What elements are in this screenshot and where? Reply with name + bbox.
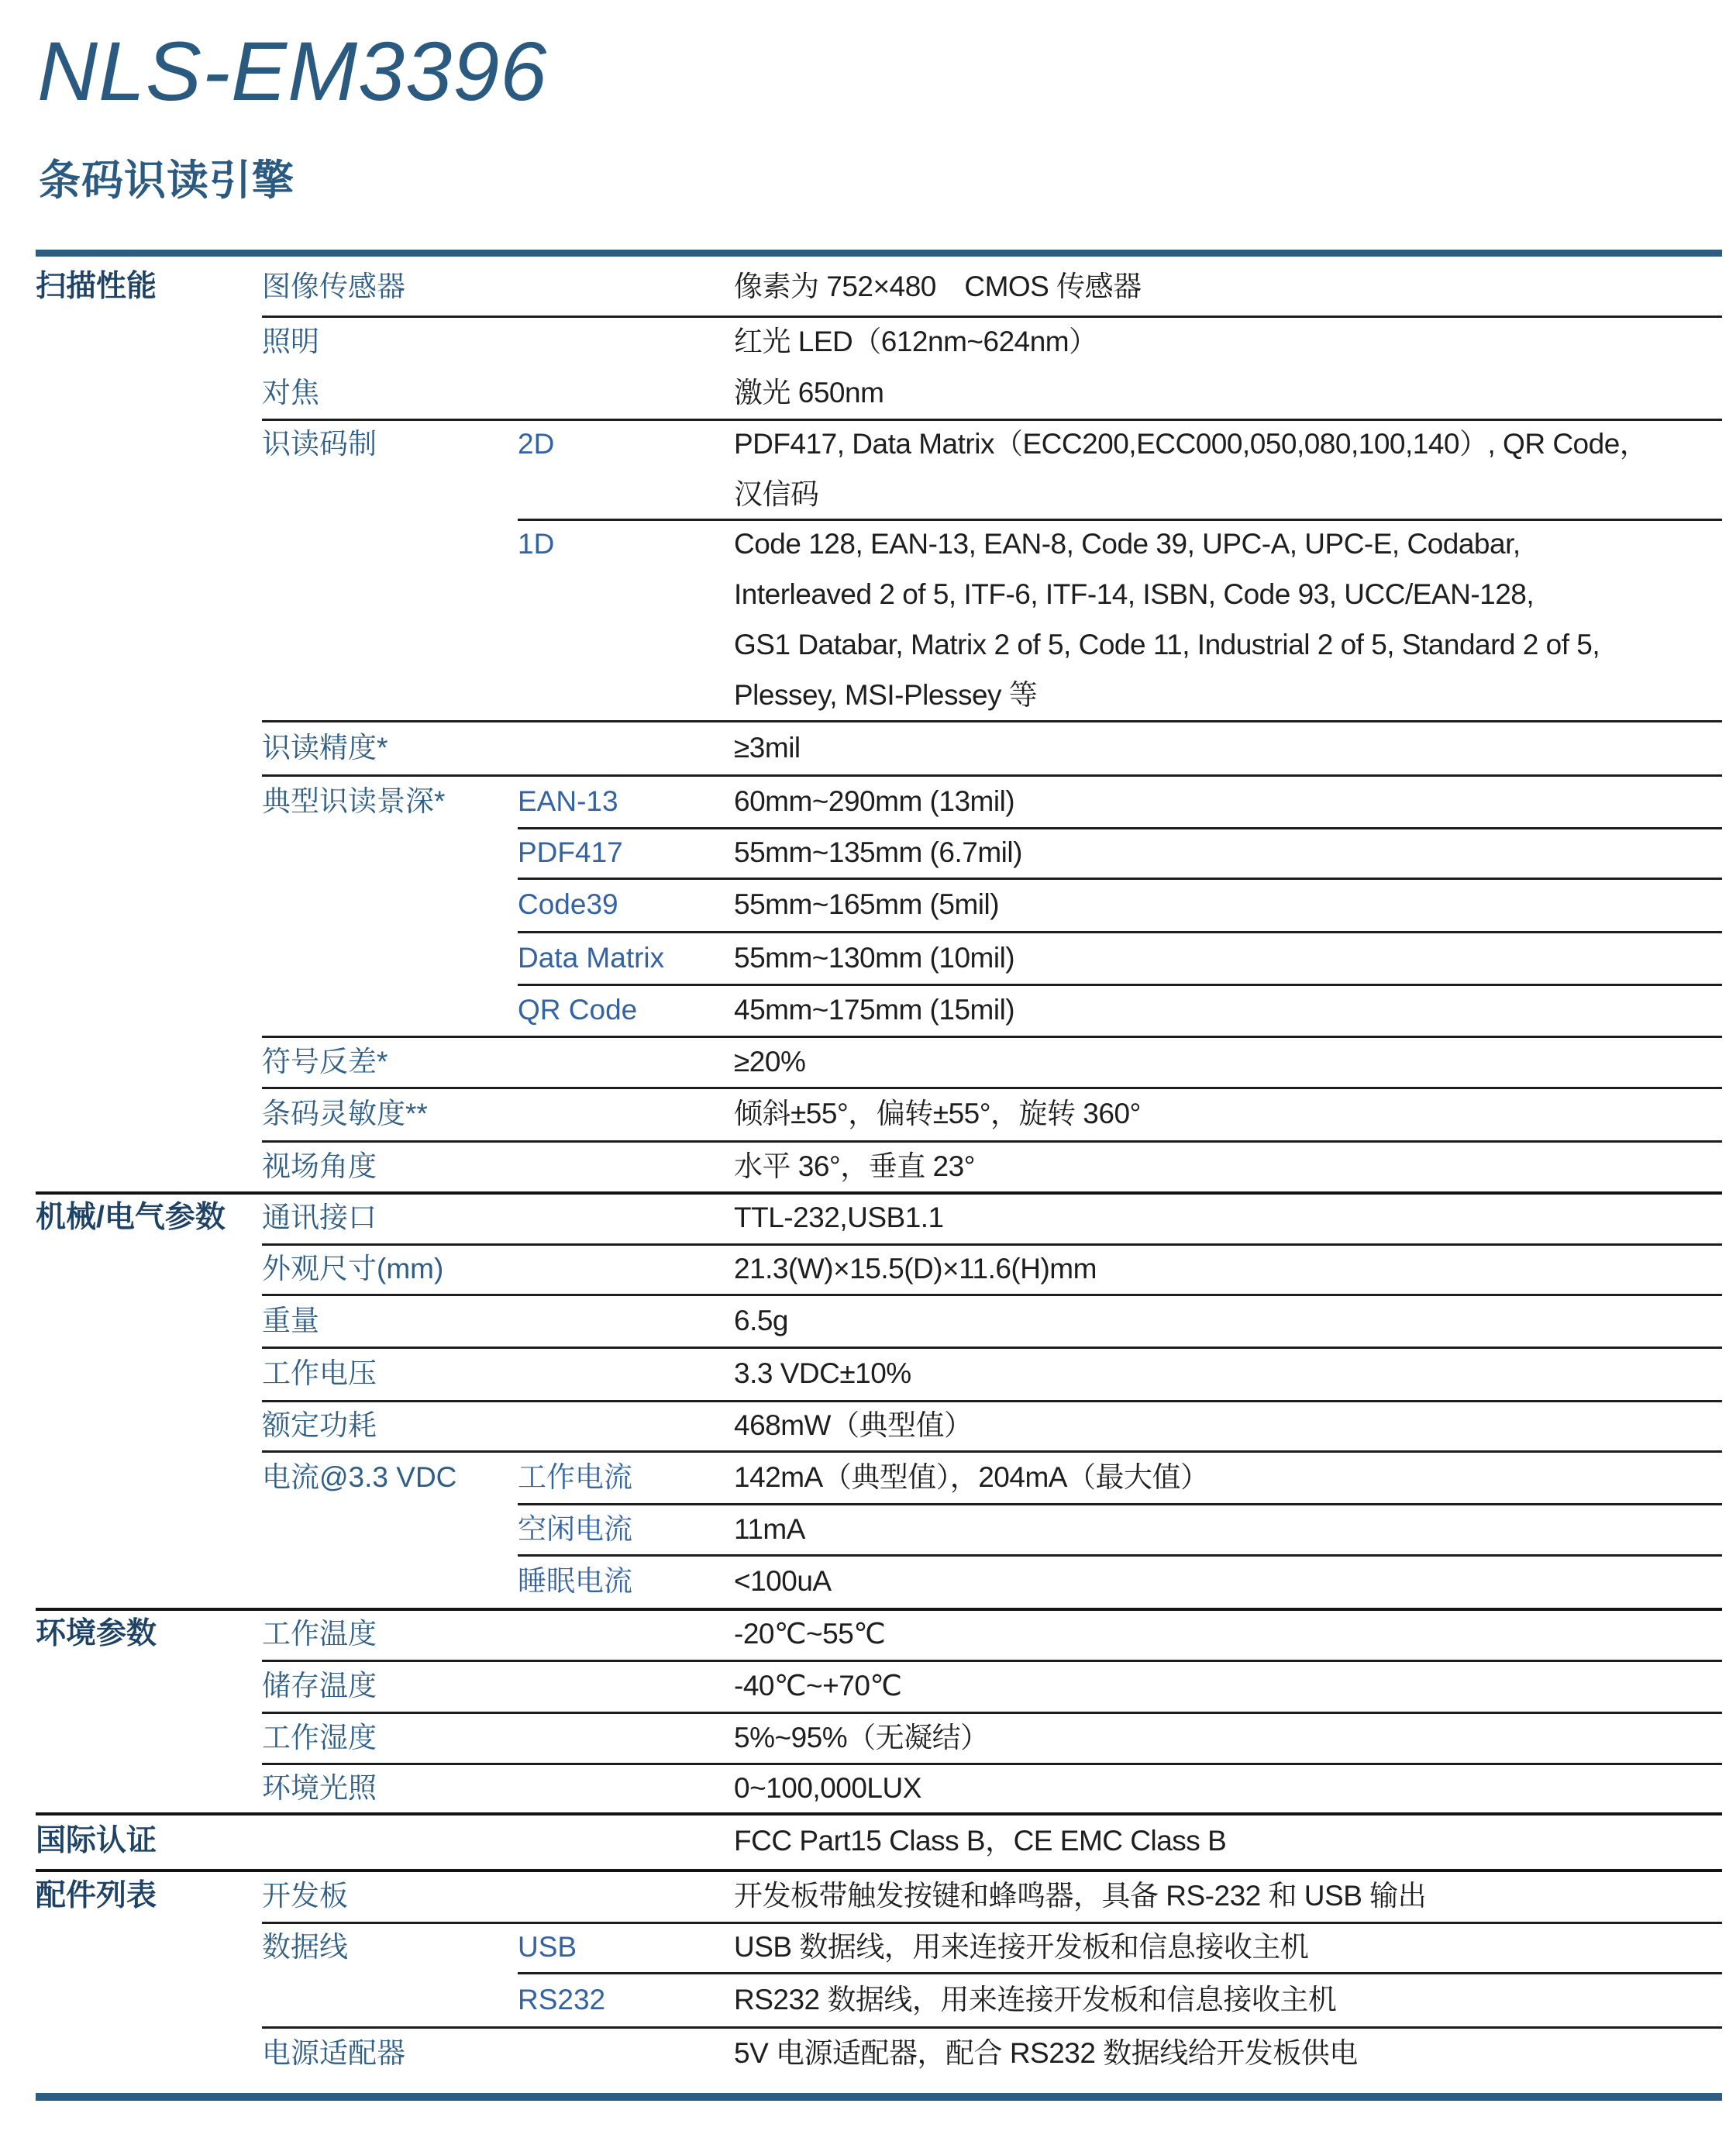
sub-label: [518, 1660, 734, 1712]
row-divider: [262, 316, 1722, 318]
row-label: [262, 1554, 518, 1608]
row-divider: [262, 1450, 1722, 1453]
value-line: -20℃~55℃: [734, 1618, 886, 1650]
row-divider: [262, 419, 1722, 421]
value-cell: [734, 878, 1722, 931]
section-label: [36, 1450, 262, 1503]
sub-label: [518, 1812, 734, 1869]
sub-label: Code39: [518, 888, 618, 920]
value-cell: [734, 1922, 1722, 1972]
row-divider: [518, 1972, 1722, 1974]
value-line: 5%~95%（无凝结）: [734, 1721, 989, 1753]
row-label: [262, 1812, 518, 1869]
sub-label: [518, 367, 734, 419]
row-label: 典型识读景深*: [262, 784, 446, 817]
row-divider: [36, 1608, 1722, 1611]
row-divider: [262, 1036, 1722, 1038]
section-label: [36, 984, 262, 1036]
row-divider: [262, 1763, 1722, 1765]
sub-label: [518, 1869, 734, 1922]
row-label: 工作温度: [262, 1618, 377, 1650]
value-cell: [734, 367, 1722, 419]
value-line: 0~100,000LUX: [734, 1772, 921, 1804]
row-label: [262, 984, 518, 1036]
value-line: 55mm~165mm (5mil): [734, 888, 1000, 920]
row-divider: [262, 1400, 1722, 1402]
section-label: 配件列表: [36, 1878, 157, 1912]
section-label: [36, 1660, 262, 1712]
spec-row: [36, 1660, 1722, 1712]
section-label: [36, 1400, 262, 1450]
value-line: Interleaved 2 of 5, ITF-6, ITF-14, ISBN, Code 93, UCC/EAN-128,: [734, 578, 1534, 610]
section-label: [36, 1294, 262, 1347]
section-label: 机械/电气参数: [36, 1201, 226, 1234]
row-divider: [518, 878, 1722, 880]
spec-row: [36, 419, 1722, 519]
spec-row: [36, 774, 1722, 827]
sub-label: 睡眠电流: [518, 1565, 632, 1597]
row-divider: [518, 1554, 1722, 1557]
spec-row: [36, 1400, 1722, 1450]
spec-row: [36, 1763, 1722, 1812]
row-label: [262, 1503, 518, 1554]
row-label: 视场角度: [262, 1150, 377, 1182]
sub-label: PDF417: [518, 836, 623, 868]
row-divider: [262, 1243, 1722, 1246]
sub-label: [518, 1400, 734, 1450]
value-line: ≥3mil: [734, 731, 801, 764]
sub-label: [518, 1087, 734, 1140]
row-label: [262, 1972, 518, 2026]
row-divider: [262, 720, 1722, 722]
value-line: Plessey, MSI-Plessey 等: [734, 679, 1038, 711]
section-label: [36, 1763, 262, 1813]
row-divider: [262, 1294, 1722, 1296]
sub-label: [518, 1712, 734, 1763]
spec-row: [36, 1243, 1722, 1294]
spec-row: [36, 2026, 1722, 2079]
value-line: 5V 电源适配器，配合 RS232 数据线给开发板供电: [734, 2036, 1358, 2069]
spec-row: [36, 1608, 1722, 1660]
row-divider: [36, 1869, 1722, 1872]
sub-label: [518, 2026, 734, 2079]
sub-label: [518, 1294, 734, 1347]
row-divider: [262, 1712, 1722, 1714]
section-label: 国际认证: [36, 1824, 157, 1857]
sub-label: Data Matrix: [518, 941, 665, 974]
spec-row: [36, 1140, 1722, 1191]
value-cell: [734, 1243, 1722, 1294]
row-label: 条码灵敏度**: [262, 1098, 428, 1129]
spec-row: [36, 1712, 1722, 1763]
value-line: 倾斜±55°，偏转±55°，旋转 360°: [734, 1098, 1141, 1129]
row-divider: [262, 1922, 1722, 1924]
top-rule: [36, 250, 1722, 257]
spec-row: [36, 931, 1722, 984]
spec-row: [36, 1503, 1722, 1554]
value-cell: [734, 827, 1722, 878]
row-divider: [262, 1347, 1722, 1349]
row-divider: [262, 2026, 1722, 2029]
product-subtitle: 条码识读引擎: [39, 157, 294, 204]
spec-row: [36, 257, 1722, 316]
section-label: [36, 1972, 262, 2026]
value-cell: [734, 2026, 1722, 2079]
row-divider: [36, 1812, 1722, 1815]
spec-row: [36, 519, 1722, 720]
sub-label: [518, 720, 734, 774]
row-divider: [262, 1140, 1722, 1143]
spec-row: [36, 720, 1722, 774]
section-label: 环境参数: [36, 1617, 157, 1650]
value-cell: [734, 1972, 1722, 2026]
row-label: 照明: [262, 325, 319, 357]
value-line: RS232 数据线，用来连接开发板和信息接收主机: [734, 1983, 1337, 2015]
value-line: 468mW（典型值）: [734, 1409, 973, 1441]
value-cell: [734, 1812, 1722, 1869]
row-label: 额定功耗: [262, 1409, 377, 1441]
section-label: [36, 1712, 262, 1763]
value-line: PDF417, Data Matrix（ECC200,ECC000,050,080,100,140）, QR Code，: [734, 428, 1648, 460]
spec-row: [36, 1347, 1722, 1400]
section-label: [36, 827, 262, 878]
row-label: [262, 519, 518, 720]
row-label: 数据线: [262, 1931, 348, 1963]
sub-label: 空闲电流: [518, 1512, 632, 1545]
row-label: 开发板: [262, 1879, 348, 1912]
section-label: [36, 519, 262, 720]
row-label: 图像传感器: [262, 270, 405, 302]
section-label: [36, 367, 262, 419]
value-cell: [734, 1347, 1722, 1400]
value-cell: [734, 984, 1722, 1036]
sub-label: USB: [518, 1931, 577, 1963]
spec-row: [36, 1036, 1722, 1087]
row-label: [262, 827, 518, 878]
sub-label: RS232: [518, 1983, 606, 2015]
value-cell: [734, 1763, 1722, 1813]
row-label: 工作电压: [262, 1357, 377, 1389]
section-label: [36, 1503, 262, 1554]
sub-label: 2D: [518, 428, 555, 460]
row-label: 外观尺寸(mm): [262, 1253, 444, 1284]
value-line: 像素为 752×480 CMOS 传感器: [734, 270, 1142, 302]
spec-table: [36, 257, 1722, 2079]
spec-row: [36, 1972, 1722, 2026]
value-line: 142mA（典型值），204mA（最大值）: [734, 1460, 1209, 1493]
row-label: 对焦: [262, 377, 319, 409]
value-line: GS1 Databar, Matrix 2 of 5, Code 11, Industrial 2 of 5, Standard 2 of 5,: [734, 629, 1600, 660]
sub-label: QR Code: [518, 994, 638, 1026]
value-cell: [734, 1608, 1722, 1660]
sub-label: [518, 1036, 734, 1087]
section-label: [36, 2026, 262, 2079]
section-label: [36, 1243, 262, 1294]
value-line: 红光 LED（612nm~624nm）: [734, 325, 1097, 357]
spec-row: [36, 878, 1722, 931]
value-cell: [734, 720, 1722, 774]
row-label: 电流@3.3 VDC: [262, 1460, 457, 1493]
value-cell: [734, 1087, 1722, 1140]
sub-label: [518, 1140, 734, 1191]
value-line: FCC Part15 Class B，CE EMC Class B: [734, 1825, 1227, 1857]
section-label: [36, 1036, 262, 1087]
sub-label: [518, 1191, 734, 1243]
row-label: 环境光照: [262, 1772, 377, 1804]
value-line: 60mm~290mm (13mil): [734, 784, 1015, 817]
row-label: 储存温度: [262, 1670, 377, 1702]
value-line: 45mm~175mm (15mil): [734, 994, 1015, 1026]
row-divider: [518, 519, 1722, 521]
section-label: [36, 1140, 262, 1191]
section-label: [36, 316, 262, 367]
value-cell: [734, 1554, 1722, 1608]
value-line: 55mm~130mm (10mil): [734, 941, 1015, 974]
row-divider: [262, 1087, 1722, 1089]
value-line: <100uA: [734, 1565, 832, 1597]
sub-label: [518, 1243, 734, 1294]
section-label: [36, 419, 262, 519]
value-cell: [734, 1869, 1722, 1922]
value-cell: [734, 1191, 1722, 1243]
row-label: 电源适配器: [262, 2036, 405, 2069]
section-label: [36, 1922, 262, 1972]
row-label: [262, 878, 518, 931]
row-label: 工作湿度: [262, 1721, 377, 1753]
section-label: [36, 1347, 262, 1400]
row-divider: [518, 1503, 1722, 1505]
spec-row: [36, 1922, 1722, 1972]
sub-label: 1D: [518, 528, 555, 560]
value-cell: [734, 931, 1722, 984]
row-divider: [262, 1660, 1722, 1662]
value-line: 水平 36°，垂直 23°: [734, 1150, 975, 1182]
value-line: USB 数据线，用来连接开发板和信息接收主机: [734, 1931, 1309, 1963]
spec-row: [36, 316, 1722, 367]
section-label: [36, 1554, 262, 1608]
section-label: 扫描性能: [36, 269, 157, 303]
value-line: 55mm~135mm (6.7mil): [734, 836, 1022, 868]
spec-row: [36, 827, 1722, 878]
bottom-rule: [36, 2093, 1722, 2101]
sub-label: [518, 316, 734, 367]
section-label: [36, 878, 262, 931]
value-cell: [734, 1503, 1722, 1554]
row-label: 识读码制: [262, 428, 377, 460]
spec-row: [36, 1869, 1722, 1922]
value-line: TTL-232,USB1.1: [734, 1202, 944, 1233]
value-line: Code 128, EAN-13, EAN-8, Code 39, UPC-A, UPC-E, Codabar,: [734, 528, 1521, 560]
value-cell: [734, 774, 1722, 827]
spec-row: [36, 1087, 1722, 1140]
value-line: 3.3 VDC±10%: [734, 1357, 911, 1389]
value-line: 激光 650nm: [734, 377, 884, 409]
row-label: 符号反差*: [262, 1045, 388, 1078]
value-cell: [734, 1140, 1722, 1191]
row-label: 通讯接口: [262, 1202, 377, 1233]
value-line: ≥20%: [734, 1045, 806, 1078]
sub-label: [518, 257, 734, 316]
spec-row: [36, 1191, 1722, 1243]
value-cell: [734, 419, 1722, 519]
spec-row: [36, 1554, 1722, 1608]
row-divider: [518, 984, 1722, 986]
value-line: 开发板带触发按键和蜂鸣器，具备 RS-232 和 USB 输出: [734, 1879, 1427, 1912]
value-line: -40℃~+70℃: [734, 1670, 902, 1702]
sub-label: [518, 1608, 734, 1660]
sub-label: [518, 1763, 734, 1813]
row-divider: [518, 827, 1722, 829]
spec-row: [36, 1450, 1722, 1503]
value-line: 汉信码: [734, 478, 819, 510]
value-line: 6.5g: [734, 1304, 789, 1336]
spec-row: [36, 367, 1722, 419]
section-label: [36, 720, 262, 774]
value-cell: [734, 1036, 1722, 1087]
row-label: 识读精度*: [262, 731, 388, 764]
section-label: [36, 774, 262, 827]
sub-label: 工作电流: [518, 1460, 632, 1493]
value-cell: [734, 1712, 1722, 1763]
sub-label: EAN-13: [518, 784, 618, 817]
row-divider: [36, 1191, 1722, 1195]
row-label: [262, 931, 518, 984]
value-cell: [734, 257, 1722, 316]
value-line: 21.3(W)×15.5(D)×11.6(H)mm: [734, 1253, 1097, 1284]
spec-row: [36, 984, 1722, 1036]
value-cell: [734, 519, 1722, 720]
section-label: [36, 931, 262, 984]
value-cell: [734, 1294, 1722, 1347]
row-label: 重量: [262, 1304, 319, 1336]
product-title: NLS-EM3396: [37, 24, 548, 118]
value-cell: [734, 1400, 1722, 1450]
value-cell: [734, 1450, 1722, 1503]
value-line: 11mA: [734, 1512, 805, 1545]
row-divider: [262, 774, 1722, 777]
spec-row: [36, 1294, 1722, 1347]
value-cell: [734, 316, 1722, 367]
sub-label: [518, 1347, 734, 1400]
section-label: [36, 1087, 262, 1140]
value-cell: [734, 1660, 1722, 1712]
row-divider: [518, 931, 1722, 933]
spec-row: [36, 1812, 1722, 1869]
